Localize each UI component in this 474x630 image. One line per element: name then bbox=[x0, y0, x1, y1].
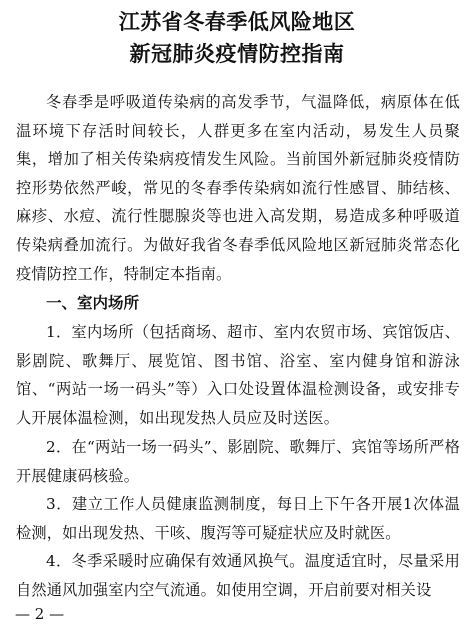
item-1-paragraph: 1．室内场所（包括商场、超市、室内农贸市场、宾馆饭店、影剧院、歌舞厅、展览馆、图书馆、浴室、室内健身馆和游泳馆、“两站一场一码头”等）入口处设置体温检测设备，或安排专人开展体温检测，如出现发热人员应及时送医。 bbox=[16, 323, 460, 427]
document-title-line-2: 新冠肺炎疫情防控指南 bbox=[129, 42, 345, 66]
item-4-paragraph: 4．冬季采暖时应确保有效通风换气。温度适宜时，尽量采用自然通风加强室内空气流通。如使用空调，开启前要对相关设 bbox=[16, 552, 460, 599]
item-2-paragraph: 2．在“两站一场一码头”、影剧院、歌舞厅、宾馆等场所严格开展健康码核验。 bbox=[16, 438, 460, 485]
section-heading-indoor-venues: 一、室内场所 bbox=[46, 294, 140, 312]
item-3-paragraph: 3．建立工作人员健康监测制度，每日上下午各开展1次体温检测，如出现发热、干咳、腹泻等可疑症状应及时就医。 bbox=[16, 495, 460, 542]
document-title-line-1: 江苏省冬春季低风险地区 bbox=[118, 10, 356, 34]
intro-paragraph: 冬春季是呼吸道传染病的高发季节，气温降低，病原体在低温环境下存活时间较长，人群更多在室内活动，易发生人员聚集，增加了相关传染病疫情发生风险。当前国外新冠肺炎疫情防控形势依然严峻，常见的冬春季传染病如流行性感冒、肺结核、麻疹、水痘、流行性腮腺炎等也进入高发期，易造成多种呼吸道传染病叠加流行。为做好我省冬春季低风险地区新冠肺炎常态化疫情防控工作，特制定本指南。 bbox=[16, 93, 460, 283]
page-number: — 2 — bbox=[15, 605, 65, 623]
